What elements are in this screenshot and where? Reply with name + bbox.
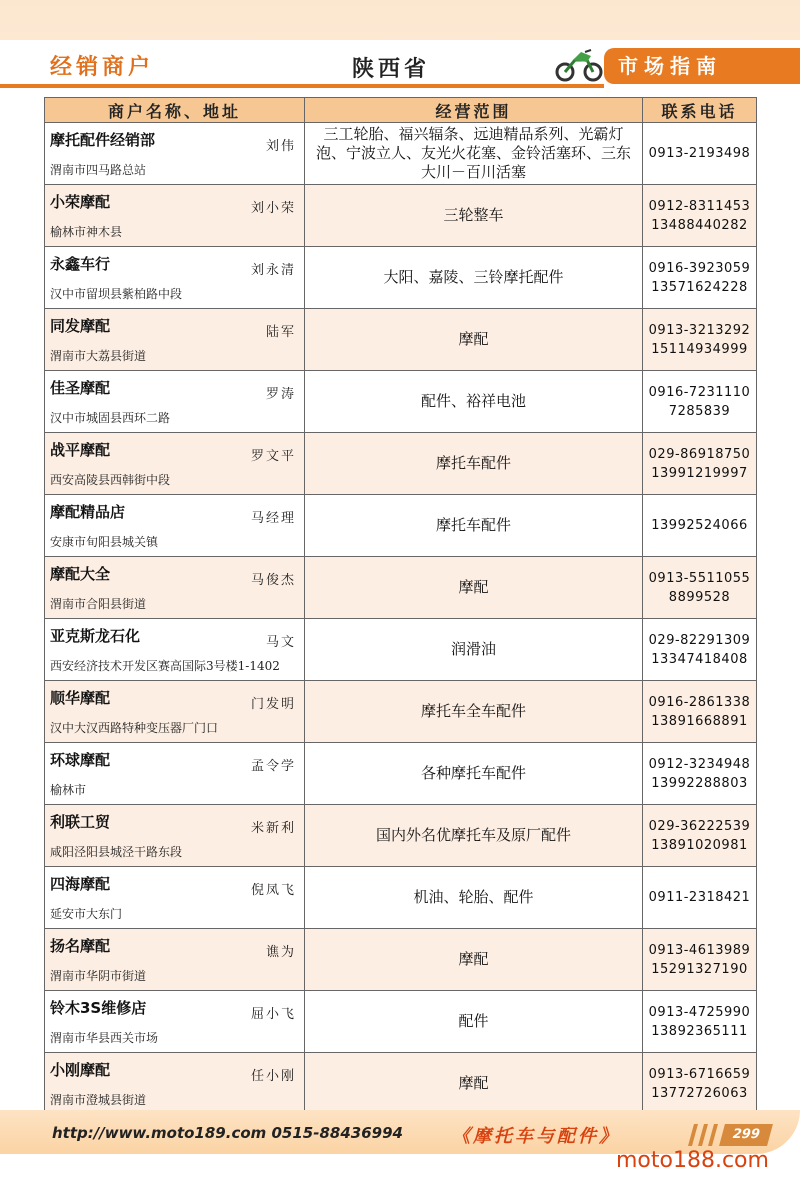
phone-cell xyxy=(643,185,757,247)
contact-person: 罗涛 xyxy=(265,387,296,402)
dealer-address: 渭南市大荔县街道 xyxy=(50,349,147,363)
contact-person: 刘小荣 xyxy=(250,201,296,216)
business-scope: 润滑油 xyxy=(305,619,643,681)
dealer-name: 环球摩配 xyxy=(50,751,111,769)
watermark: moto188.com xyxy=(616,1148,769,1173)
name-address-cell xyxy=(45,681,305,743)
business-scope: 机油、轮胎、配件 xyxy=(305,867,643,929)
business-scope: 摩配 xyxy=(305,1053,643,1115)
business-scope: 三轮整车 xyxy=(305,185,643,247)
business-scope: 摩托车配件 xyxy=(305,495,643,557)
phone-number: 7285839 xyxy=(668,403,731,419)
top-band xyxy=(0,0,800,40)
business-scope: 摩配 xyxy=(305,557,643,619)
phone-number: 0916-2861338 xyxy=(648,694,751,710)
business-scope: 配件 xyxy=(305,991,643,1053)
dealer-name: 摩配精品店 xyxy=(50,503,126,521)
header-phone: 联系电话 xyxy=(643,98,757,123)
dealer-name: 扬名摩配 xyxy=(50,937,111,955)
table-row xyxy=(45,495,757,557)
phone-cell xyxy=(643,557,757,619)
name-address-cell xyxy=(45,743,305,805)
dealer-name: 同发摩配 xyxy=(50,317,111,335)
phone-cell xyxy=(643,309,757,371)
phone-number: 13891020981 xyxy=(651,837,748,853)
table-row xyxy=(45,433,757,495)
phone-cell xyxy=(643,619,757,681)
dealer-name: 利联工贸 xyxy=(50,813,111,831)
contact-person: 马文 xyxy=(265,635,296,650)
table-row xyxy=(45,681,757,743)
phone-number: 0913-4613989 xyxy=(648,942,751,958)
table-row xyxy=(45,557,757,619)
dealer-address: 渭南市四马路总站 xyxy=(50,163,147,177)
table-row xyxy=(45,929,757,991)
phone-number: 0916-7231110 xyxy=(648,384,751,400)
name-address-cell xyxy=(45,805,305,867)
name-address-cell xyxy=(45,433,305,495)
phone-number: 0913-6716659 xyxy=(648,1066,751,1082)
table-row xyxy=(45,247,757,309)
phone-number: 13488440282 xyxy=(651,217,748,233)
contact-person: 孟令学 xyxy=(250,759,296,774)
name-address-cell xyxy=(45,495,305,557)
phone-cell xyxy=(643,743,757,805)
magazine-name: 《摩托车与配件》 xyxy=(452,1126,620,1147)
contact-person: 马经理 xyxy=(250,511,296,526)
contact-person: 刘永清 xyxy=(250,263,296,278)
business-scope: 配件、裕祥电池 xyxy=(305,371,643,433)
phone-cell xyxy=(643,991,757,1053)
contact-person: 任小刚 xyxy=(250,1069,296,1084)
table-row xyxy=(45,743,757,805)
phone-number: 15114934999 xyxy=(651,341,748,357)
phone-cell xyxy=(643,247,757,309)
business-scope: 摩托车配件 xyxy=(305,433,643,495)
contact-person: 罗文平 xyxy=(250,449,296,464)
phone-number: 15291327190 xyxy=(651,961,748,977)
name-address-cell xyxy=(45,929,305,991)
phone-number: 13347418408 xyxy=(651,651,748,667)
phone-number: 0912-3234948 xyxy=(648,756,751,772)
contact-person: 米新利 xyxy=(250,821,296,836)
contact-person: 倪凤飞 xyxy=(250,883,296,898)
dealer-address: 渭南市华阴市街道 xyxy=(50,969,147,983)
dealer-name: 佳圣摩配 xyxy=(50,379,111,397)
phone-number: 029-36222539 xyxy=(648,818,751,834)
business-scope: 三工轮胎、福兴辐条、远迪精品系列、光霸灯泡、宁波立人、友光火花塞、金铃活塞环、三东大川－百川活塞 xyxy=(305,123,643,185)
contact-person: 刘伟 xyxy=(265,139,296,154)
dealer-name: 顺华摩配 xyxy=(50,689,111,707)
table-row xyxy=(45,371,757,433)
phone-cell xyxy=(643,681,757,743)
phone-cell xyxy=(643,929,757,991)
phone-cell xyxy=(643,1053,757,1115)
dealer-address: 咸阳泾阳县城泾干路东段 xyxy=(50,845,183,859)
contact-person: 马俊杰 xyxy=(250,573,296,588)
phone-cell xyxy=(643,867,757,929)
table-row xyxy=(45,867,757,929)
dealer-name: 小刚摩配 xyxy=(50,1061,111,1079)
phone-cell xyxy=(643,433,757,495)
name-address-cell xyxy=(45,1053,305,1115)
dealer-address: 渭南市华县西关市场 xyxy=(50,1031,159,1045)
table-header-row xyxy=(45,98,757,123)
phone-cell xyxy=(643,371,757,433)
phone-cell xyxy=(643,123,757,185)
table-row xyxy=(45,309,757,371)
table-row xyxy=(45,619,757,681)
dealer-name: 四海摩配 xyxy=(50,875,111,893)
dealer-name: 铃木3S维修店 xyxy=(50,999,147,1017)
phone-number: 13772726063 xyxy=(651,1085,748,1101)
phone-number: 0913-4725990 xyxy=(648,1004,751,1020)
phone-number: 8899528 xyxy=(668,589,731,605)
business-scope: 大阳、嘉陵、三铃摩托配件 xyxy=(305,247,643,309)
dealer-name: 摩配大全 xyxy=(50,565,111,583)
business-scope: 各种摩托车配件 xyxy=(305,743,643,805)
section-title: 经销商户 xyxy=(50,54,155,80)
name-address-cell xyxy=(45,619,305,681)
phone-number: 13991219997 xyxy=(651,465,748,481)
phone-number: 0912-8311453 xyxy=(648,198,751,214)
province-title: 陕西省 xyxy=(352,56,431,82)
dealer-address: 榆林市 xyxy=(50,783,87,797)
table-row xyxy=(45,1053,757,1115)
phone-number: 0911-2318421 xyxy=(648,890,751,905)
name-address-cell xyxy=(45,557,305,619)
table-row xyxy=(45,123,757,185)
phone-number: 13992288803 xyxy=(651,775,748,791)
dealer-name: 摩托配件经销部 xyxy=(50,131,156,149)
dealer-address: 汉中市城固县西环二路 xyxy=(50,411,171,425)
guide-title: 市场指南 xyxy=(604,48,800,84)
dealer-address: 西安高陵县西韩街中段 xyxy=(50,473,171,487)
header-name-address: 商户名称、地址 xyxy=(45,98,305,123)
name-address-cell xyxy=(45,185,305,247)
business-scope: 摩配 xyxy=(305,309,643,371)
dealer-name: 亚克斯龙石化 xyxy=(50,627,141,645)
business-scope: 摩配 xyxy=(305,929,643,991)
name-address-cell xyxy=(45,247,305,309)
name-address-cell xyxy=(45,991,305,1053)
phone-number: 13992524066 xyxy=(651,518,748,533)
table-row xyxy=(45,991,757,1053)
dealer-table xyxy=(44,97,757,1115)
header-rule xyxy=(0,84,604,88)
dealer-address: 渭南市合阳县街道 xyxy=(50,597,147,611)
dealer-address: 延安市大东门 xyxy=(50,907,123,921)
phone-number: 0913-5511055 xyxy=(648,570,751,586)
business-scope: 摩托车全车配件 xyxy=(305,681,643,743)
contact-person: 屈小飞 xyxy=(250,1007,296,1022)
phone-number: 0913-3213292 xyxy=(648,322,751,338)
dealer-address: 渭南市澄城县街道 xyxy=(50,1093,147,1107)
phone-number: 13892365111 xyxy=(651,1023,748,1039)
dealer-address: 榆林市神木县 xyxy=(50,225,123,239)
contact-person: 门发明 xyxy=(250,697,296,712)
name-address-cell xyxy=(45,867,305,929)
phone-number: 13891668891 xyxy=(651,713,748,729)
dealer-address: 汉中大汉西路特种变压器厂门口 xyxy=(50,721,219,735)
dealer-name: 战平摩配 xyxy=(50,441,111,459)
table-row xyxy=(45,805,757,867)
phone-number: 029-82291309 xyxy=(648,632,751,648)
dealer-address: 安康市旬阳县城关镇 xyxy=(50,535,159,549)
phone-number: 13571624228 xyxy=(651,279,748,295)
phone-number: 029-86918750 xyxy=(648,446,751,462)
stripe-decoration xyxy=(680,1124,720,1146)
name-address-cell xyxy=(45,309,305,371)
phone-cell xyxy=(643,495,757,557)
phone-number: 0913-2193498 xyxy=(648,146,751,161)
footer-url: http://www.moto189.com 0515-88436994 xyxy=(52,1124,403,1142)
page-number: 299 xyxy=(719,1124,773,1146)
dealer-address: 汉中市留坝县紫柏路中段 xyxy=(50,287,183,301)
contact-person: 陆军 xyxy=(265,325,296,340)
dealer-name: 永鑫车行 xyxy=(50,255,111,273)
phone-cell xyxy=(643,805,757,867)
table-row xyxy=(45,185,757,247)
phone-number: 0916-3923059 xyxy=(648,260,751,276)
header-business-scope: 经营范围 xyxy=(305,98,643,123)
name-address-cell xyxy=(45,123,305,185)
dealer-name: 小荣摩配 xyxy=(50,193,111,211)
business-scope: 国内外名优摩托车及原厂配件 xyxy=(305,805,643,867)
dealer-address: 西安经济技术开发区赛高国际3号楼1-1402 xyxy=(50,659,280,673)
contact-person: 谯为 xyxy=(265,945,296,960)
name-address-cell xyxy=(45,371,305,433)
motorcycle-icon xyxy=(555,46,603,82)
